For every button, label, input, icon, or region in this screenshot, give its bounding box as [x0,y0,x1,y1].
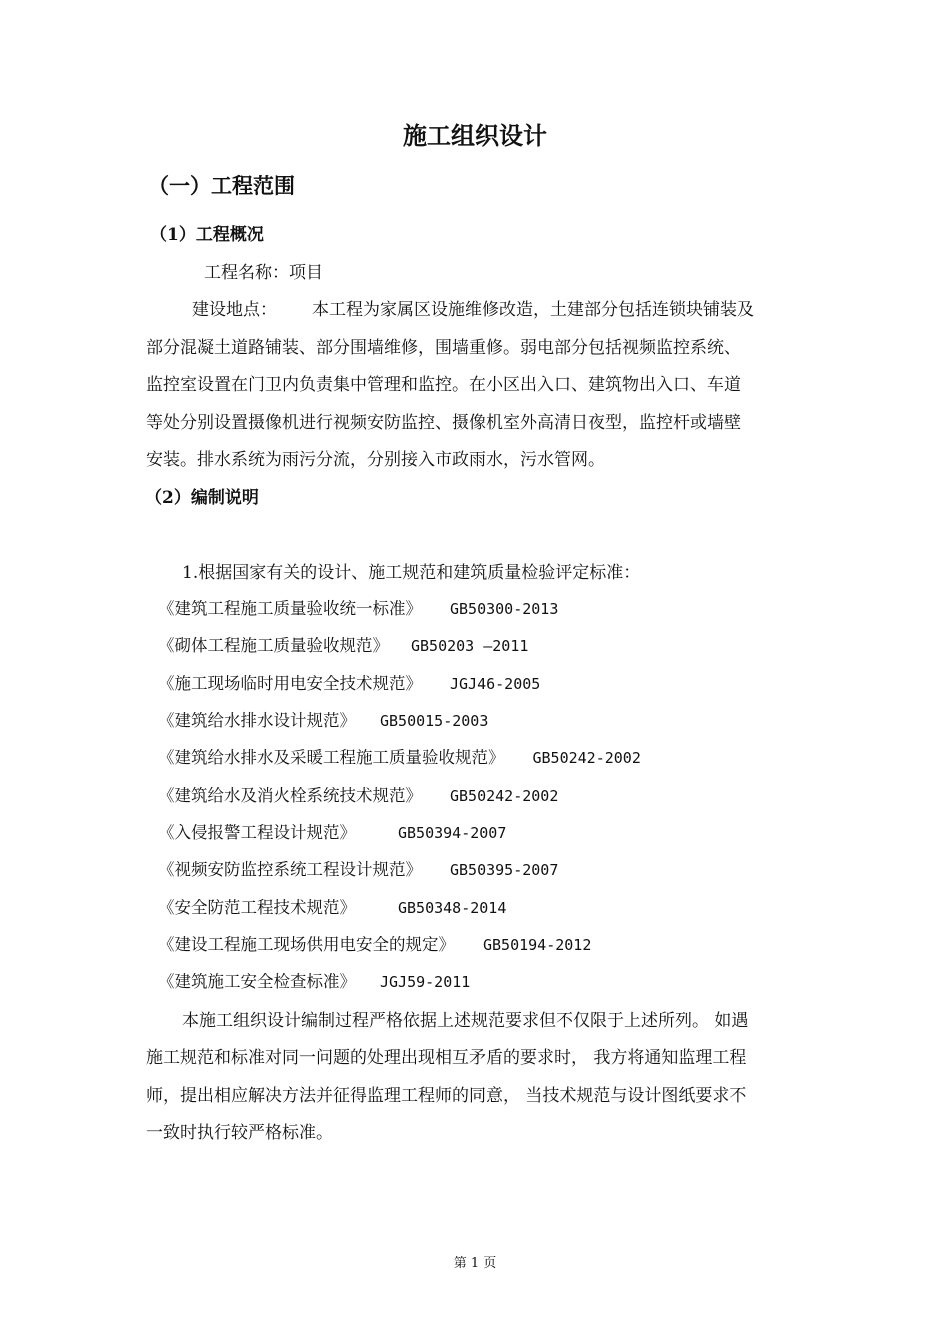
standard-item [158,894,506,918]
standard-item [158,968,470,992]
subsection-heading-compilation: （2）编制说明 [145,488,259,508]
location-line: 等处分别设置摄像机进行视频安防监控、摄像机室外高清日夜型，监控杆或墙壁 [146,413,741,433]
location-line: 部分混凝土道路铺装、部分围墙维修，围墙重修。弱电部分包括视频监控系统、 [146,338,741,358]
location-line: 安装。排水系统为雨污分流，分别接入市政雨水，污水管网。 [146,450,605,470]
standard-name: 《砌体工程施工质量验收规范》 [158,636,389,655]
standard-name: 《建筑给水及消火栓系统技术规范》 [158,786,422,805]
standards-intro: 1.根据国家有关的设计、施工规范和建筑质量检验评定标准： [182,563,641,583]
standard-code: GB50300-2013 [450,600,559,618]
closing-line: 本施工组织设计编制过程严格依据上述规范要求但不仅限于上述所列。 如遇 [182,1011,749,1031]
subsection-heading-overview: （1）工程概况 [150,225,264,245]
standard-item [158,632,528,656]
standard-item [158,744,641,768]
standard-item [158,707,488,731]
location-line: 监控室设置在门卫内负责集中管理和监控。在小区出入口、建筑物出入口、车道 [146,375,741,395]
standard-name: 《建筑给水排水设计规范》 [158,711,356,730]
location-label: 建设地点： [192,300,277,320]
standard-name: 《安全防范工程技术规范》 [158,898,356,917]
standard-name: 《入侵报警工程设计规范》 [158,823,356,842]
closing-line: 师，提出相应解决方法并征得监理工程师的同意， 当技术规范与设计图纸要求不 [146,1086,747,1106]
standard-code: GB50194-2012 [483,936,592,954]
standard-code: GB50242-2002 [450,787,559,805]
closing-line: 施工规范和标准对同一问题的处理出现相互矛盾的要求时， 我方将通知监理工程 [146,1048,747,1068]
standard-item [158,595,558,619]
page-number: 第 1 页 [453,1256,497,1271]
project-name-line: 工程名称：项目 [204,263,323,283]
standard-code: GB50015-2003 [380,712,489,730]
standard-name: 《建筑给水排水及采暖工程施工质量验收规范》 [158,748,505,767]
standard-code: JGJ59-2011 [380,973,471,991]
standard-code: GB50395-2007 [450,861,559,879]
standard-item [158,931,591,955]
standard-item [158,856,558,880]
standard-code: GB50203 —2011 [411,637,529,655]
location-line: 本工程为家属区设施维修改造，土建部分包括连锁块铺装及 [312,300,754,320]
document-title: 施工组织设计 [403,121,547,150]
standard-code: GB50394-2007 [398,824,507,842]
standard-code: JGJ46-2005 [450,675,541,693]
standard-item [158,670,540,694]
standard-name: 《建筑工程施工质量验收统一标准》 [158,599,422,618]
standard-name: 《施工现场临时用电安全技术规范》 [158,674,422,693]
standard-code: GB50242-2002 [532,749,641,767]
standard-name: 《视频安防监控系统工程设计规范》 [158,860,422,879]
closing-line: 一致时执行较严格标准。 [146,1123,333,1143]
standard-code: GB50348-2014 [398,899,507,917]
standard-name: 《建设工程施工现场供用电安全的规定》 [158,935,455,954]
section-heading-scope: （一）工程范围 [148,173,295,198]
standard-item [158,819,506,843]
standard-name: 《建筑施工安全检查标准》 [158,972,356,991]
standard-item [158,782,558,806]
